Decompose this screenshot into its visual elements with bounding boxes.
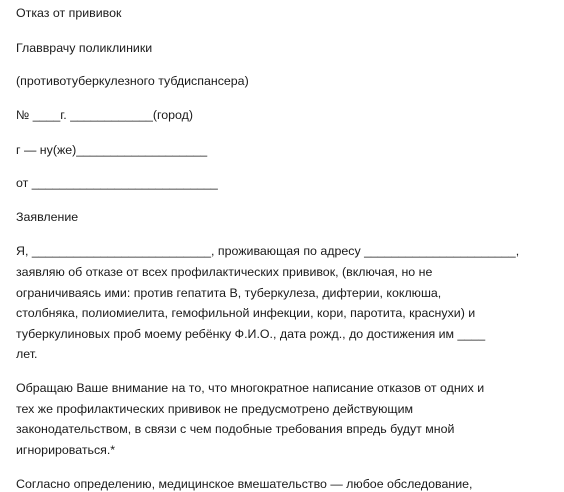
paragraph-line: заявляю об отказе от всех профилактических прививок, (включая, но не	[16, 265, 433, 279]
statement-heading: Заявление	[16, 210, 79, 224]
paragraph-line: туберкулиновых проб моему ребёнку Ф.И.О., дата рожд., до достижения им ____	[16, 327, 486, 341]
paragraph-line: Согласно определению, медицинское вмешательство — любое обследование,	[16, 477, 473, 491]
paragraph-line: законодательством, в связи с чем подобные требования впредь будут мной	[16, 422, 455, 436]
to-line: г — ну(же)___________________	[16, 143, 208, 157]
paragraph-line: лет.	[16, 347, 38, 361]
paragraph-line: столбняка, полиомиелита, гемофильной инфекции, кори, паротита, краснухи) и	[16, 306, 476, 320]
number-city-line: № ____г. ____________(город)	[16, 108, 194, 122]
paragraph-line: Обращаю Ваше внимание на то, что многократное написание отказов от одних и	[16, 381, 485, 395]
paragraph-line: тех же профилактических прививок не предусмотрено действующим	[16, 402, 414, 416]
addressee-alt-line: (противотуберкулезного тубдиспансера)	[16, 74, 249, 88]
paragraph-line: Я, __________________________, проживающая по адресу ______________________,	[16, 244, 520, 258]
paragraph-line: игнорироваться.*	[16, 443, 116, 457]
from-line: от ___________________________	[16, 176, 218, 190]
addressee-line: Главврачу поликлиники	[16, 41, 153, 55]
document-title: Отказ от прививок	[16, 6, 122, 20]
paragraph-line: ограничиваясь ими: против гепатита В, туберкулеза, дифтерии, коклюша,	[16, 286, 442, 300]
